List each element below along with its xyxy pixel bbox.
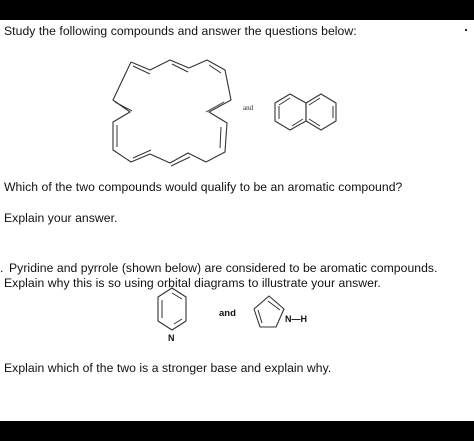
question-number-fragment: . bbox=[0, 261, 4, 275]
document-page bbox=[0, 20, 474, 421]
bicyclic-structure bbox=[275, 94, 336, 130]
intro-text: Study the following compounds and answer the questions below: bbox=[4, 24, 357, 38]
aromatic-question: Which of the two compounds would qualify to be an aromatic compound? bbox=[4, 180, 403, 194]
and-label-2: and bbox=[219, 308, 236, 319]
orbital-diagram-text: Explain why this is so using orbital diagrams to illustrate your answer. bbox=[4, 276, 381, 290]
explain-answer: Explain your answer. bbox=[4, 211, 118, 225]
and-label-1: and bbox=[243, 104, 254, 112]
pyridine-nitrogen: N bbox=[168, 333, 175, 343]
pyridine-structure bbox=[158, 288, 186, 330]
annulene-structure bbox=[113, 60, 231, 166]
pyridine-pyrrole-text: Pyridine and pyrrole (shown below) are considered to be aromatic compounds. bbox=[9, 261, 438, 275]
stronger-base-question: Explain which of the two is a stronger base and explain why. bbox=[4, 361, 332, 375]
stray-mark bbox=[465, 29, 467, 31]
pyrrole-structure bbox=[254, 296, 284, 327]
pyrrole-nh: N—H bbox=[285, 314, 307, 324]
